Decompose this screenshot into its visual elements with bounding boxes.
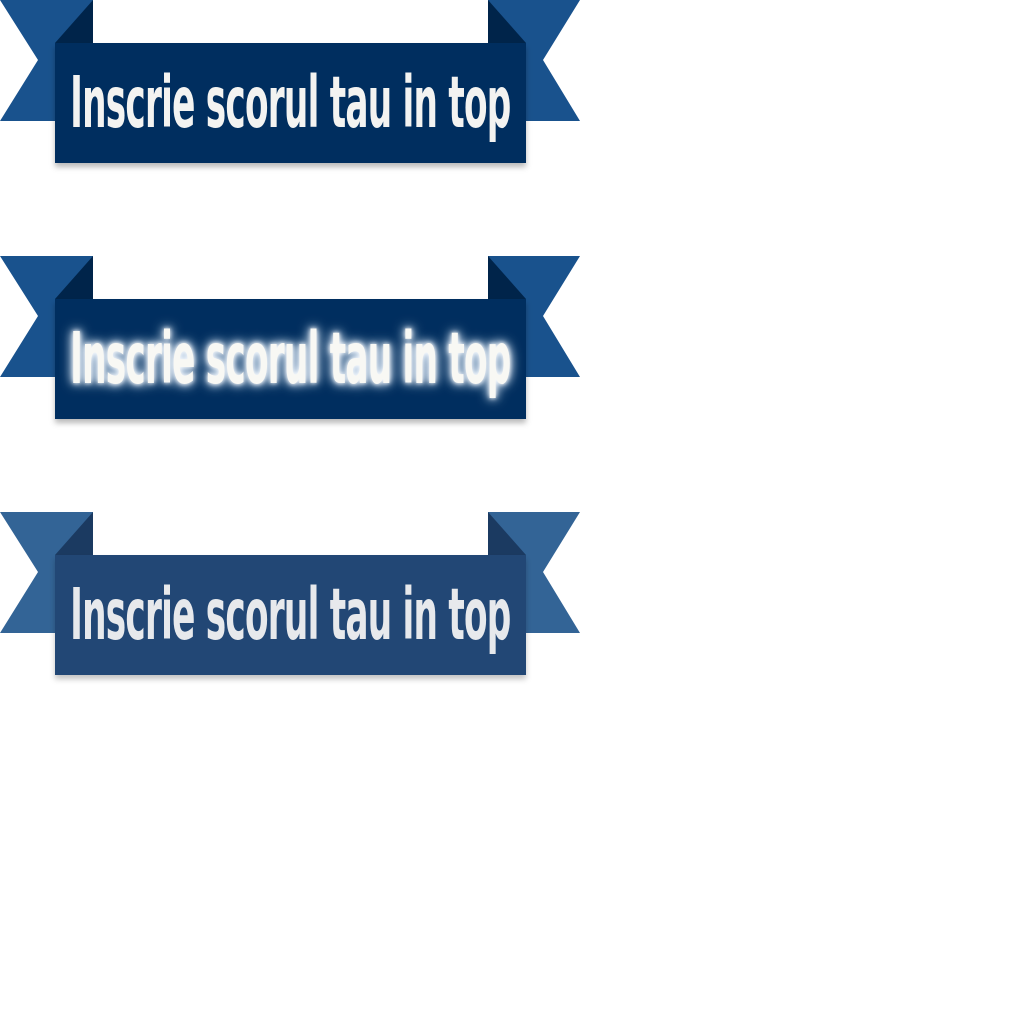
submit-score-label[interactable]: Inscrie scorul tau in top [70, 61, 511, 145]
submit-score-banner-normal[interactable] [0, 0, 582, 168]
submit-score-label[interactable]: Inscrie scorul tau in top [70, 317, 511, 401]
submit-score-banner-hover[interactable] [0, 256, 582, 424]
submit-score-banner-disabled [0, 512, 582, 680]
submit-score-label: Inscrie scorul tau in top [70, 573, 511, 657]
